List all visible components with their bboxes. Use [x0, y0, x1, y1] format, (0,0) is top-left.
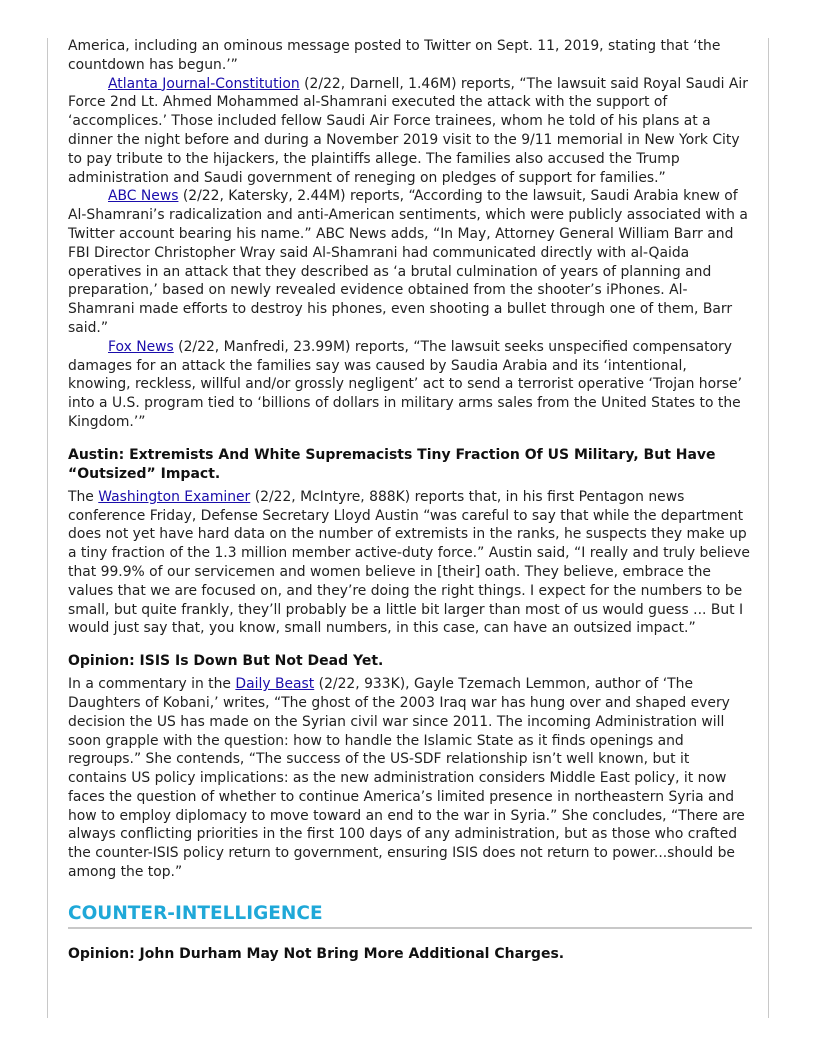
source-link-fox-news[interactable]: Fox News [108, 338, 174, 355]
paragraph-fox: Fox News (2/22, Manfredi, 23.99M) reports, “The lawsuit seeks unspecified compensatory damages for an attack the families say was caused by Saudia Arabia and its ‘intentional, knowing, reckless, willful and/or grossly negligent’ act to send a terrorist operative ‘Trojan horse’ into a U.S. program tied to ‘billions of dollars in military arms sales from the United States to the Kingdom.’” [68, 338, 743, 430]
paragraph-ajc: Atlanta Journal-Constitution (2/22, Darnell, 1.46M) reports, “The lawsuit said Royal Saudi Air Force 2nd Lt. Ahmed Mohammed al-Shamrani executed the attack with the support of ‘accomplices.’ Those included fellow Saudi Air Force trainees, whom he told of his plans at a dinner the night before and during a November 2019 visit to the 9/11 memorial in New York City to pay tribute to the hijackers, the plaintiffs allege. The families also accused the Trump administration and Saudi government of reneging on pledges of support for families.” [68, 75, 749, 186]
section-header-counter-intelligence: COUNTER-INTELLIGENCE [68, 902, 752, 929]
headline-austin: Austin: Extremists And White Supremacists Tiny Fraction Of US Military, But Have “Outsized” Impact. [68, 446, 716, 482]
headline-isis: Opinion: ISIS Is Down But Not Dead Yet. [68, 653, 384, 670]
source-link-washington-examiner[interactable]: Washington Examiner [98, 488, 251, 505]
paragraph-isis: In a commentary in the Daily Beast (2/22, 933K), Gayle Tzemach Lemmon, author of ‘The Daughters of Kobani,’ writes, “The ghost of the 2003 Iraq war has hung over and shaped every decision the US has made on the Syrian civil war since 2011. The incoming Administration will soon grapple with the question: how to handle the Islamic State as it finds openings and regroups.” She contends, “The success of the US-SDF relationship isn’t well known, but it contains US policy implications: as the new administration considers Middle East policy, it now faces the question of whether to continue America’s limited presence in northeastern Syria and how to employ diplomacy to move toward an end to the war in Syria.” She concludes, “There are always conflicting priorities in the first 100 days of any administration, but as those who crafted the counter-ISIS policy return to government, ensuring ISIS does not return to power...should be among the top.” [68, 676, 745, 881]
source-link-daily-beast[interactable]: Daily Beast [235, 676, 315, 693]
paragraph-abc: ABC News (2/22, Katersky, 2.44M) reports, “According to the lawsuit, Saudi Arabia knew of Al-Shamrani’s radicalization and anti-American sentiments, which were publicly associated with a Twitter account bearing his name.” ABC News adds, “In May, Attorney General William Barr and FBI Director Christopher Wray said Al-Shamrani had communicated directly with al-Qaida operatives in an attack that they described as ‘a brutal culmination of years of planning and preparation,’ based on newly revealed evidence obtained from the shooter’s iPhones. Al-Shamrani made efforts to destroy his phones, even shooting a bullet through one of them, Barr said.” [68, 188, 748, 336]
paragraph-austin: The Washington Examiner (2/22, McIntyre, 888K) reports that, in his first Pentagon news conference Friday, Defense Secretary Lloyd Austin “was careful to say that while the department does not yet have hard data on the number of extremists in the ranks, he suspects they make up a tiny fraction of the 1.3 million member active-duty force.” Austin said, “I really and truly believe that 99.9% of our servicemen and women believe in [their] oath. They believe, embrace the values that we are focused on, and they’re doing the right things. I expect for the numbers to be small, but quite frankly, they’ll probably be a little bit larger than most of us would guess ... But I would just say that, you know, small numbers, in this case, can have an outsized impact.” [68, 488, 750, 637]
source-link-ajc[interactable]: Atlanta Journal-Constitution [108, 75, 300, 92]
headline-durham: Opinion: John Durham May Not Bring More Additional Charges. [68, 945, 565, 962]
source-link-abc-news[interactable]: ABC News [108, 188, 179, 205]
paragraph-continuation: America, including an ominous message posted to Twitter on Sept. 11, 2019, stating that ‘the countdown has begun.’” [68, 38, 721, 73]
newsletter-content [68, 37, 752, 964]
page-border-right [768, 38, 769, 1018]
page-border-left [47, 38, 48, 1018]
